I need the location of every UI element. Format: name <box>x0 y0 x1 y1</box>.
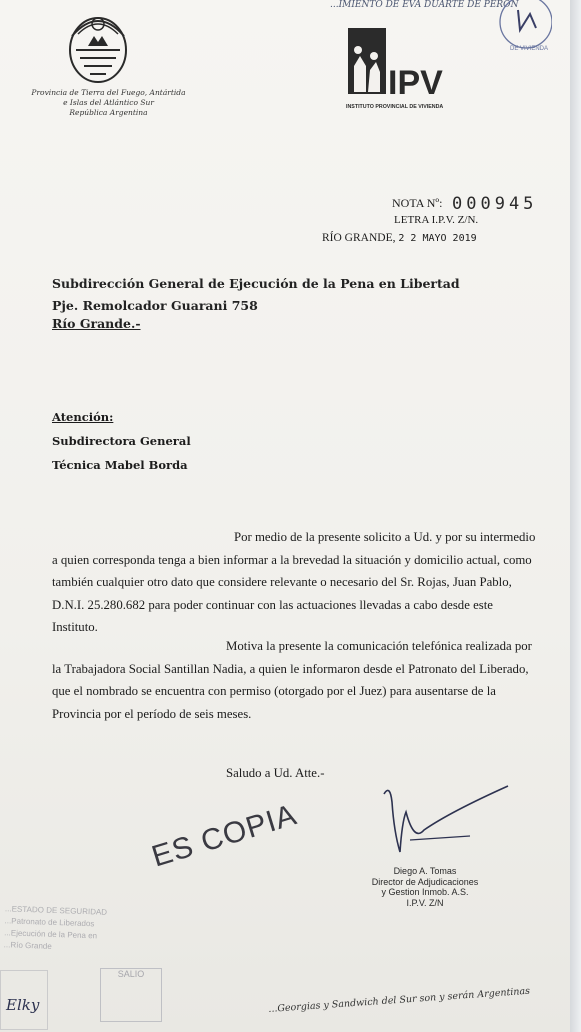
provincial-crest-icon <box>58 6 138 86</box>
nota-number: 000945 <box>452 194 538 214</box>
page-edge <box>570 0 581 1032</box>
stamp-line: ...Ejecución de la Pena en <box>4 928 98 941</box>
recipient-city: Río Grande.- <box>52 316 141 331</box>
signer-title: y Gestion Inmob. A.S. <box>381 887 469 897</box>
signer-title: Director de Adjudicaciones <box>371 876 479 887</box>
recipient-line: Subdirección General de Ejecución de la Pena en Libertad <box>52 276 460 291</box>
handwritten-signature <box>380 782 520 872</box>
reception-stamp <box>3 903 165 975</box>
es-copia-stamp: ES COPIA <box>148 798 301 874</box>
province-line: Provincia de Tierra del Fuego, Antártida <box>31 88 186 97</box>
ipv-seal-icon <box>490 0 552 60</box>
signer-name: Diego A. Tomas <box>393 866 457 876</box>
ipv-logo-icon <box>344 26 456 112</box>
letra-reference: LETRA I.P.V. Z/N. <box>394 214 479 226</box>
top-stamp-text: ...IMIENTO DE EVA DUARTE DE PERÓN <box>330 0 519 10</box>
salio-label: SALIO <box>117 969 145 979</box>
footer-text: ...Georgias y Sandwich del Sur son y serán Argentinas <box>268 985 531 1015</box>
place: RÍO GRANDE, <box>322 232 396 244</box>
salio-stamp <box>100 968 162 1022</box>
stamp-line: ...ESTADO DE SEGURIDAD <box>4 904 108 917</box>
ipv-logo-subtitle: INSTITUTO PROVINCIAL DE VIVIENDA <box>346 104 444 110</box>
handwritten-initials: Elky <box>6 996 40 1014</box>
seal-text: DE VIVIENDA <box>510 46 549 52</box>
body-paragraph: Motiva la presente la comunicación telefónica realizada por la Trabajadora Social Santillan Nadia, a quien le informaron desde el Patronato del Liberado, que el nombrado se encuentra con permiso (otorgado por el Juez) para ausentarse de la Provincia por el período de seis meses. <box>52 639 532 721</box>
stamp-line: ...Patronato de Liberados <box>4 916 95 929</box>
body-paragraph: Por medio de la presente solicito a Ud. y por su intermedio a quien corresponda tenga a bien informar a la brevedad la situación y domicilio actual, como también cualquier otro dato que considere relevante o necesario del Sr. Rojas, Juan Pablo, D.N.I. 25.280.682 para poder continuar con las actuaciones llevadas a cabo desde este Instituto. <box>52 530 536 634</box>
recipient-address: Pje. Remolcador Guarani 758 <box>52 298 258 313</box>
closing-text: Saludo a Ud. Atte.- <box>226 766 325 780</box>
attention-label: Atención: <box>52 410 114 424</box>
attention-role: Subdirectora General <box>52 434 191 448</box>
attention-name: Técnica Mabel Borda <box>52 458 188 472</box>
stamp-line: ...Río Grande <box>3 940 52 951</box>
signature-block <box>360 866 490 908</box>
nota-label: NOTA Nº: <box>392 196 443 210</box>
province-header <box>16 88 201 118</box>
date: 2 2 MAYO 2019 <box>398 233 477 244</box>
place-date <box>322 232 477 244</box>
signer-office: I.P.V. Z/N <box>406 897 444 908</box>
province-line: e Islas del Atlántico Sur <box>63 98 154 107</box>
province-line: República Argentina <box>69 108 148 117</box>
ipv-logo-text: IPV <box>388 64 443 102</box>
